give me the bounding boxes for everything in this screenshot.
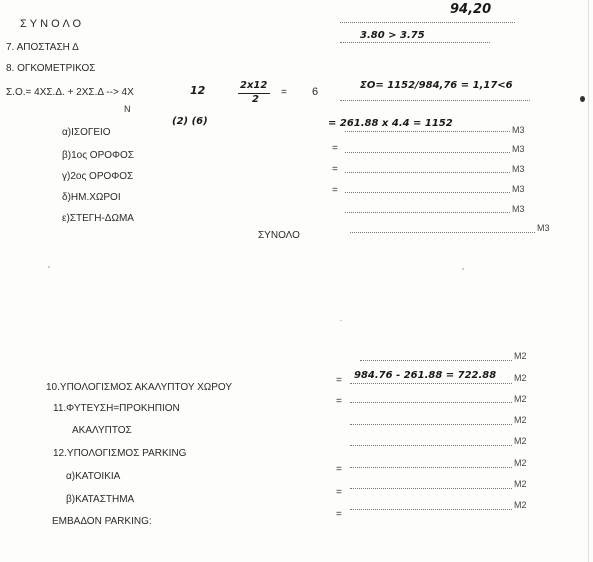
vol-row-value: = xyxy=(332,185,338,196)
vol-row-unit: Μ3 xyxy=(512,144,525,154)
apostasi-value: 3.80 > 3.75 xyxy=(360,30,425,41)
dotted-line xyxy=(345,212,510,213)
scan-speck xyxy=(48,266,50,268)
formula-denominator: Ν xyxy=(124,104,131,114)
vol-total-label: ΣΥΝΟΛΟ xyxy=(258,230,300,241)
lower-row-value: 984.76 - 261.88 = 722.88 xyxy=(354,370,497,381)
lower-row-unit: Μ2 xyxy=(514,500,527,510)
scan-speck xyxy=(462,268,464,270)
lower-row-label: 12.ΥΠΟΛΟΓΙΣΜΟΣ PARKING xyxy=(53,448,187,459)
vol-row-label: β)1ος ΟΡΟΦΟΣ xyxy=(62,150,134,161)
vol-row-label: α)ΙΣΟΓΕΙΟ xyxy=(62,127,111,138)
formula-text: Σ.Ο.= 4ΧΣ.Δ. + 2ΧΣ.Δ --> 4Χ xyxy=(6,87,134,98)
formula-result: 6 xyxy=(312,86,319,98)
formula-equals: = xyxy=(281,87,287,98)
synolo-value: 94,20 xyxy=(450,2,492,17)
dotted-line xyxy=(350,445,512,446)
dotted-line xyxy=(350,509,512,510)
vol-row-unit: Μ3 xyxy=(512,204,525,214)
lower-row-eq: = xyxy=(336,375,342,386)
dotted-line xyxy=(345,172,510,173)
lower-row-label: ΑΚΑΛΥΠΤΟΣ xyxy=(72,425,132,436)
vol-note: (2) (6) xyxy=(172,116,208,127)
lower-row-eq: = xyxy=(336,487,342,498)
scan-speck xyxy=(580,96,585,102)
dotted-line xyxy=(350,402,512,403)
dotted-line xyxy=(340,22,515,23)
lower-top-unit: Μ2 xyxy=(514,351,527,361)
vol-total-unit: Μ3 xyxy=(537,223,550,233)
synolo-heading: ΣΥΝΟΛΟ xyxy=(20,18,85,30)
dotted-line xyxy=(350,467,512,468)
vol-row-unit: Μ3 xyxy=(512,164,525,174)
vol-row-unit: Μ3 xyxy=(512,125,525,135)
apostasi-label: 7. ΑΠΟΣΤΑΣΗ Δ xyxy=(6,42,79,53)
vol-row-value: = 261.88 x 4.4 = 1152 xyxy=(328,118,453,129)
vol-row-unit: Μ3 xyxy=(512,184,525,194)
formula-hw-denominator: 2 xyxy=(252,94,259,105)
lower-row-label: α)ΚΑΤΟΙΚΙΑ xyxy=(66,471,121,482)
lower-row-unit: Μ2 xyxy=(514,373,527,383)
lower-row-unit: Μ2 xyxy=(514,479,527,489)
dotted-line xyxy=(350,383,512,384)
lower-row-unit: Μ2 xyxy=(514,436,527,446)
dotted-line xyxy=(340,42,490,43)
dotted-line xyxy=(350,488,512,489)
ogkometrikos-label: 8. ΟΓΚΟΜΕΤΡΙΚΟΣ xyxy=(6,63,96,74)
dotted-line xyxy=(350,424,512,425)
dotted-line xyxy=(345,192,510,193)
lower-row-eq: = xyxy=(336,509,342,520)
page-edge xyxy=(588,0,589,562)
formula-hw-numerator: 2x12 xyxy=(240,80,268,91)
vol-row-label: δ)ΗΜ.ΧΩΡΟΙ xyxy=(62,192,121,203)
vol-row-label: ε)ΣΤΕΓΗ-ΔΩΜΑ xyxy=(62,213,134,224)
lower-row-label: ΕΜΒΑΔΟΝ PARKING: xyxy=(52,516,152,527)
scan-speck xyxy=(340,320,342,321)
vol-row-label: γ)2ος ΟΡΟΦΟΣ xyxy=(62,171,134,182)
lower-row-label: 11.ΦΥΤΕΥΣΗ=ΠΡΟΚΗΠΙΟΝ xyxy=(53,403,180,414)
vol-row-value: = xyxy=(332,143,338,154)
lower-row-label: 10.ΥΠΟΛΟΓΙΣΜΟΣ ΑΚΑΛΥΠΤΟΥ ΧΩΡΟΥ xyxy=(46,382,233,393)
lower-row-eq: = xyxy=(336,396,342,407)
lower-row-label: β)ΚΑΤΑΣΤΗΜΑ xyxy=(66,494,135,505)
lower-row-unit: Μ2 xyxy=(514,415,527,425)
dotted-line xyxy=(345,131,510,132)
lower-row-unit: Μ2 xyxy=(514,394,527,404)
lower-row-unit: Μ2 xyxy=(514,458,527,468)
dotted-line xyxy=(340,100,530,101)
dotted-line xyxy=(345,152,510,153)
lower-row-eq: = xyxy=(336,464,342,475)
dotted-line xyxy=(360,360,512,361)
vol-row-value: = xyxy=(332,164,338,175)
formula-hw-right: ΣΟ= 1152/984,76 = 1,17<6 xyxy=(360,80,513,91)
dotted-line xyxy=(350,232,535,233)
formula-hw-first: 12 xyxy=(190,84,206,97)
